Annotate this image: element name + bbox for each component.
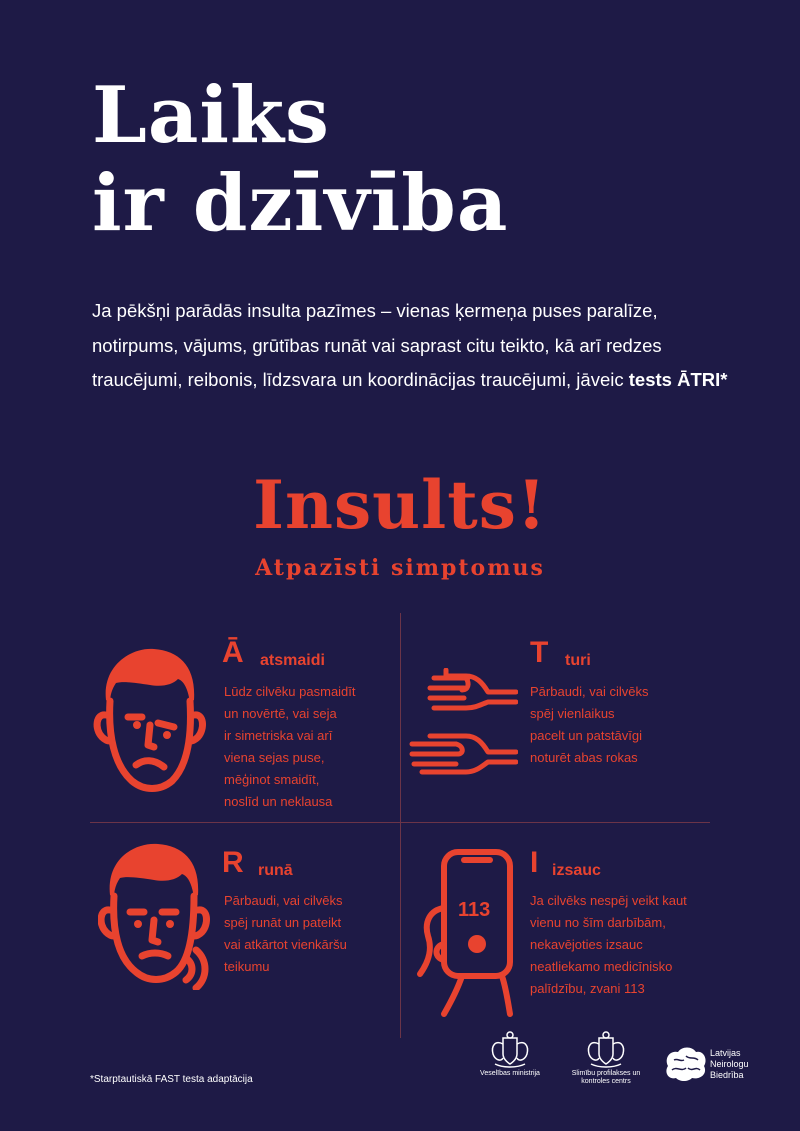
phone-number-label: 113 (458, 899, 491, 921)
desc-line: noslīd un neklausa (224, 794, 333, 809)
desc-line: neatliekamo medicīnisko (530, 959, 673, 974)
coat-of-arms-icon (487, 1030, 533, 1068)
face-speaking-icon (98, 840, 213, 990)
desc-line: teikumu (224, 959, 270, 974)
step-a-word: atsmaidi (260, 652, 325, 669)
step-r-word: runā (258, 862, 293, 879)
desc-line: Ja cilvēks nespēj veikt kaut (530, 893, 687, 908)
ministry-logo-text: Veselības ministrija (480, 1070, 540, 1077)
lnb-logo-text (710, 1048, 770, 1081)
step-t-letter: T (530, 636, 549, 669)
desc-line: pacelt un patstāvīgi (530, 728, 643, 743)
step-i-description (530, 890, 730, 1000)
step-t-description (530, 681, 710, 769)
phone-call-icon (416, 848, 520, 1018)
desc-line: nekavējoties izsauc (530, 937, 643, 952)
step-t-word: turi (565, 652, 591, 669)
spkc-logo-text-1: Slimību profilakses un (571, 1070, 641, 1077)
desc-line: Pārbaudi, vai cilvēks (224, 893, 343, 908)
desc-line: Lūdz cilvēku pasmaidīt (224, 684, 356, 699)
desc-line: spēj vienlaikus (530, 706, 615, 721)
desc-line: viena sejas puse, (224, 750, 325, 765)
intro-paragraph (92, 294, 732, 398)
desc-line: mēģinot smaidīt, (224, 772, 320, 787)
brain-icon (662, 1046, 708, 1082)
step-a-letter: Ā (222, 636, 244, 669)
coat-of-arms-icon (583, 1030, 629, 1068)
title-line-1: Laiks (92, 70, 330, 161)
headline-main: Insults! (253, 466, 547, 544)
spkc-logo (568, 1030, 644, 1086)
headline-sub: Atpazīsti simptomus (255, 555, 545, 581)
lnb-line: Latvijas (710, 1048, 741, 1058)
intro-bold: tests ĀTRI* (628, 369, 728, 390)
step-i-letter: I (530, 846, 539, 879)
intro-text: Ja pēkšņi parādās insulta pazīmes – vienas ķermeņa puses paralīze, notirpums, vājums, grūtības runāt vai saprast citu teikto, kā arī redzes traucējumi, reibonis, līdzsvara un koordinācijas traucējumi, jāveic (92, 300, 662, 390)
step-a-description (224, 681, 404, 813)
desc-line: un novērtē, vai seja (224, 706, 337, 721)
page-title (92, 72, 508, 248)
ministry-logo (468, 1030, 552, 1078)
footnote: *Starptautiskā FAST testa adaptācija (90, 1074, 253, 1085)
desc-line: ir simetriska vai arī (224, 728, 333, 743)
step-i-word: izsauc (552, 862, 601, 879)
desc-line: spēj runāt un pateikt (224, 915, 342, 930)
hands-icon (408, 668, 518, 776)
desc-line: Pārbaudi, vai cilvēks (530, 684, 649, 699)
lnb-line: Neirologu (710, 1059, 749, 1069)
lnb-line: Biedrība (710, 1070, 744, 1080)
lnb-logo (662, 1046, 749, 1087)
face-drooping-icon (92, 645, 207, 795)
desc-line: vienu no šīm darbībām, (530, 915, 666, 930)
desc-line: vai atkārtot vienkāršu (224, 937, 347, 952)
desc-line: noturēt abas rokas (530, 750, 638, 765)
step-r-description (224, 890, 404, 978)
step-r-letter: R (222, 846, 244, 879)
title-line-2: ir dzīvība (92, 158, 509, 249)
spkc-logo-text-2: kontroles centrs (581, 1078, 631, 1085)
desc-line: palīdzību, zvani 113 (530, 981, 645, 996)
grid-horizontal-divider (90, 822, 710, 823)
